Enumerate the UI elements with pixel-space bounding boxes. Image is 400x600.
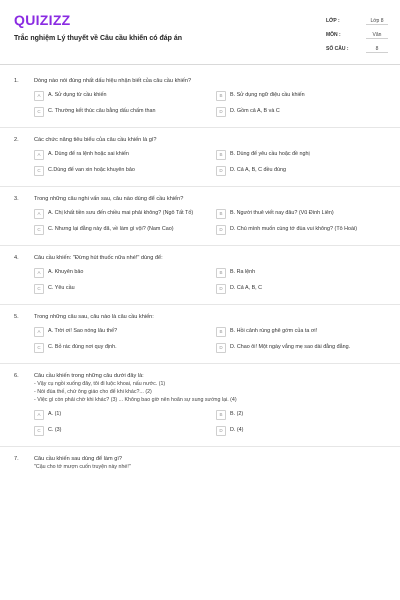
option-text: A. Dùng để ra lệnh hoặc sai khiến (48, 151, 129, 157)
answer-option-a[interactable] (34, 328, 208, 337)
option-letter-box: A (34, 91, 44, 101)
answer-option-a[interactable] (34, 151, 208, 160)
answer-options (34, 411, 390, 443)
answer-option-c[interactable] (34, 167, 208, 176)
question-header (14, 136, 390, 144)
quizizz-logo: QUIZIZZ (14, 12, 71, 28)
question-header (14, 195, 390, 203)
option-letter-box: B (216, 268, 226, 278)
option-letter-box: C (34, 107, 44, 117)
meta-row-count (326, 42, 388, 56)
option-letter-box: A (34, 268, 44, 278)
meta-value: 8 (366, 46, 388, 53)
option-letter-box: C (34, 343, 44, 353)
question-divider (0, 186, 400, 187)
option-text: D. Chao ôi! Một ngày vắng mẹ sao dài đằng đẵng. (230, 344, 351, 350)
option-text: C. Bỏ rác đúng nơi quy định. (48, 344, 117, 350)
question-header (14, 455, 390, 463)
option-letter-box: A (34, 410, 44, 420)
answer-option-a[interactable] (34, 411, 208, 420)
question-number: 5. (14, 314, 19, 320)
answer-option-c[interactable] (34, 285, 208, 294)
question-divider (0, 304, 400, 305)
question-divider (0, 446, 400, 447)
question-divider (0, 245, 400, 246)
answer-option-c[interactable] (34, 344, 208, 353)
page-title: Trắc nghiệm Lý thuyết về Câu cầu khiến có đáp án (14, 35, 183, 42)
answer-options (34, 151, 390, 183)
answer-options (34, 92, 390, 124)
option-letter-box: C (34, 426, 44, 436)
option-text: A. Chị khất tiền sưu đến chiều mai phải không? (Ngô Tất Tố) (48, 210, 194, 216)
question-header (14, 254, 390, 262)
question-text: Câu cầu khiến: "Đừng hút thuốc nữa nhé!" dùng để: (34, 255, 163, 261)
question-divider (0, 127, 400, 128)
answer-option-a[interactable] (34, 269, 208, 278)
option-text: C. Thường kết thúc câu bằng dấu chấm than (48, 108, 156, 114)
question-number: 1. (14, 78, 19, 84)
answer-options (34, 269, 390, 301)
question-passage-line: "Cậu cho tớ mượn cuốn truyện này nhé!" (34, 464, 131, 470)
meta-box (326, 14, 388, 56)
answer-option-b[interactable] (216, 151, 390, 160)
question-number: 3. (14, 196, 19, 202)
option-text: A. Sử dụng từ cầu khiến (48, 92, 107, 98)
question-number: 7. (14, 456, 19, 462)
option-letter-box: D (216, 426, 226, 436)
meta-value: Văn (366, 32, 388, 39)
question-passage-line: - Vậy cụ ngồi xuống đây, tôi đi luộc khoai, nấu nước. (1) (34, 381, 166, 387)
question-header (14, 313, 390, 321)
question-passage-line: - Nói đùa thế, chứ ông giáo cho để khi khác?... (2) (34, 389, 152, 395)
meta-label: LỚP : (326, 18, 340, 24)
option-letter-box: B (216, 91, 226, 101)
answer-option-d[interactable] (216, 167, 390, 176)
worksheet-header (0, 0, 400, 65)
option-text: D. Chú mình muốn cùng tớ đùa vui không? (Tô Hoài) (230, 226, 357, 232)
question-5 (14, 313, 390, 360)
answer-option-a[interactable] (34, 92, 208, 101)
question-text: Câu cầu khiến trong những câu dưới đây là: (34, 373, 144, 379)
answer-option-b[interactable] (216, 269, 390, 278)
option-letter-box: D (216, 284, 226, 294)
answer-options (34, 328, 390, 360)
option-text: A. Khuyên bảo (48, 269, 84, 275)
option-text: A. Trời ơi! Sao nóng lâu thế? (48, 328, 118, 334)
option-text: C. Yêu cầu (48, 285, 75, 291)
question-text: Câu cầu khiến sau dùng để làm gì? (34, 456, 123, 462)
answer-option-d[interactable] (216, 344, 390, 353)
question-list (0, 65, 400, 477)
option-text: B. Hồi cảnh rùng ghê gớm của ta ơi! (230, 328, 318, 334)
option-text: B. Người thuê viết nay đâu? (Vũ Đình Liên) (230, 210, 334, 216)
answer-option-d[interactable] (216, 427, 390, 436)
option-text: D. Gồm cả A, B và C (230, 108, 280, 114)
answer-options (34, 210, 390, 242)
answer-option-d[interactable] (216, 108, 390, 117)
option-letter-box: D (216, 225, 226, 235)
question-4 (14, 254, 390, 301)
answer-option-d[interactable] (216, 226, 390, 235)
question-2 (14, 136, 390, 183)
option-letter-box: B (216, 327, 226, 337)
meta-row-class (326, 14, 388, 28)
option-text: C. (3) (48, 427, 62, 433)
option-letter-box: C (34, 166, 44, 176)
question-text: Trong những câu sau, câu nào là câu cầu khiến: (34, 314, 154, 320)
option-text: C. Nhưng lại đằng này đã, về làm gì vội? (Nam Cao) (48, 226, 174, 232)
option-letter-box: A (34, 327, 44, 337)
spacer (14, 471, 390, 477)
meta-label: SỐ CÂU : (326, 46, 349, 52)
question-number: 6. (14, 373, 19, 379)
option-letter-box: B (216, 209, 226, 219)
option-text: B. Ra lệnh (230, 269, 256, 275)
answer-option-b[interactable] (216, 92, 390, 101)
option-text: A. (1) (48, 411, 62, 417)
option-letter-box: D (216, 166, 226, 176)
question-1 (14, 77, 390, 124)
option-letter-box: B (216, 150, 226, 160)
answer-option-a[interactable] (34, 210, 208, 219)
option-text: D. Cả A, B, C (230, 285, 263, 291)
answer-option-d[interactable] (216, 285, 390, 294)
answer-option-c[interactable] (34, 108, 208, 117)
meta-value: Lớp 8 (366, 18, 388, 25)
option-letter-box: A (34, 209, 44, 219)
option-letter-box: C (34, 284, 44, 294)
meta-label: MÔN : (326, 32, 341, 38)
question-number: 2. (14, 137, 19, 143)
option-letter-box: C (34, 225, 44, 235)
question-text: Dòng nào nói đúng nhất dấu hiệu nhận biết của câu cầu khiến? (34, 78, 192, 84)
option-letter-box: D (216, 343, 226, 353)
answer-option-b[interactable] (216, 328, 390, 337)
question-3 (14, 195, 390, 242)
answer-option-b[interactable] (216, 411, 390, 420)
meta-row-subject (326, 28, 388, 42)
answer-option-c[interactable] (34, 427, 208, 436)
question-text: Trong những câu nghi vấn sau, câu nào dùng để cầu khiến? (34, 196, 184, 202)
option-text: D. (4) (230, 427, 244, 433)
option-letter-box: A (34, 150, 44, 160)
option-text: D. Cả A, B, C đều đúng (230, 167, 287, 173)
question-number: 4. (14, 255, 19, 261)
option-letter-box: D (216, 107, 226, 117)
question-divider (0, 363, 400, 364)
answer-option-c[interactable] (34, 226, 208, 235)
option-text: B. Sử dụng ngữ điệu cầu khiến (230, 92, 305, 98)
answer-option-b[interactable] (216, 210, 390, 219)
question-header (14, 77, 390, 85)
question-6 (14, 372, 390, 443)
option-text: C.Dùng để van xin hoặc khuyên bảo (48, 167, 135, 173)
option-letter-box: B (216, 410, 226, 420)
question-header (14, 372, 390, 380)
option-text: B. Dùng để yêu cầu hoặc đề nghị (230, 151, 310, 157)
option-text: B. (2) (230, 411, 244, 417)
question-passage-line: - Việc gì còn phải chờ khi khác? (3) ... Không bao giờ nên hoãn sự sung sướng lại. (4) (34, 397, 237, 403)
question-7 (14, 455, 390, 477)
question-text: Các chức năng tiêu biểu của câu cầu khiến là gì? (34, 137, 157, 143)
